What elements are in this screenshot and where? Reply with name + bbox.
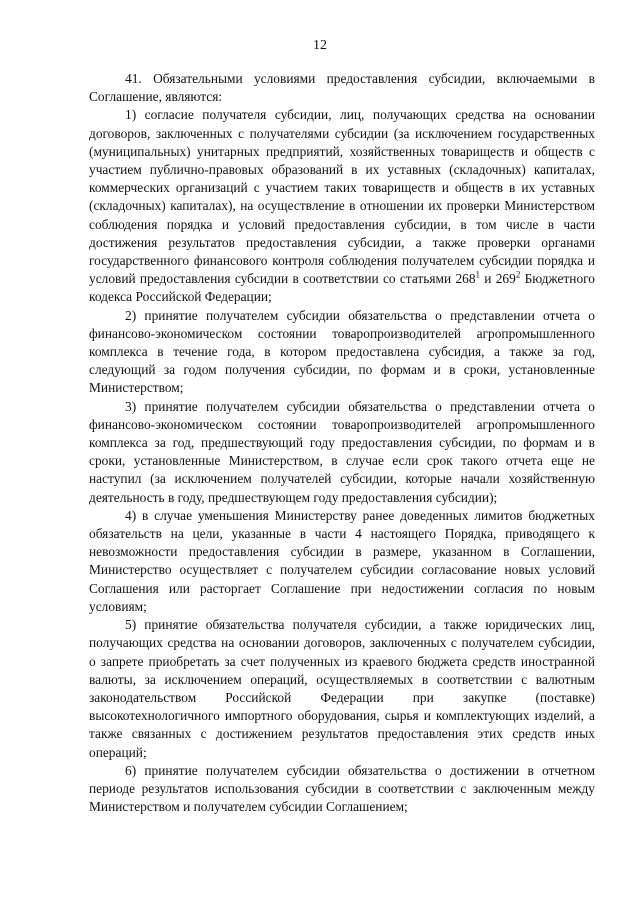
paragraph-item-6: 6) принятие получателем субсидии обязательства о достижении в отчетном периоде результатов использования субсидии в соответствии с заключенным между Министерством и получателем субсидии Соглашением; (89, 762, 595, 815)
document-body (89, 70, 595, 816)
superscript-1: 1 (475, 269, 481, 280)
paragraph-item-2: 2) принятие получателем субсидии обязательства о представлении отчета о финансово-экономическом состоянии товаропроизводителей агропромышленного комплекса в течение года, в котором предоставлена субсидия, а также за год, следующий за годом получения субсидии, по формам и в сроки, установленные Министерством; (89, 307, 595, 396)
paragraph-item-1-mid: и 269 (480, 271, 516, 287)
paragraph-41-intro: 41. Обязательными условиями предоставления субсидии, включаемыми в Соглашение, являются: (89, 71, 595, 105)
superscript-2: 2 (515, 269, 521, 280)
paragraph-item-1-text: 1) согласие получателя субсидии, лиц, получающих средства на основании договоров, заключенных с получателями субсидии (за исключением государственных (муниципальных) унитарных предприятий, хозяйственных товариществ и обществ с участием публично-правовых образований в их уставных (складочных) капиталах, коммерческих организаций с участием таких товариществ и обществ в их уставных (складочных) капиталах), на осуществление в отношении их проверки Министерством соблюдения порядка и условий предоставления субсидии, в том числе в части достижения результатов предоставления субсидии, а также проверки органами государственного финансового контроля соблюдения получателем субсидии порядка и условий предоставления субсидии в соответствии со статьями 268 (89, 107, 595, 287)
paragraph-item-1 (89, 106, 595, 306)
paragraph-item-4: 4) в случае уменьшения Министерству ранее доведенных лимитов бюджетных обязательств на цели, указанные в части 4 настоящего Порядка, приводящего к невозможности предоставления субсидии в размере, указанном в Соглашении, Министерство осуществляет с получателем субсидии согласование новых условий Соглашения или расторгает Соглашение при недостижении согласия по новым условиям; (89, 507, 595, 614)
page-number: 12 (313, 38, 327, 53)
paragraph-item-1-tail: Бюджетного кодекса Российской Федерации; (89, 271, 595, 305)
paragraph-item-3: 3) принятие получателем субсидии обязательства о представлении отчета о финансово-экономическом состоянии товаропроизводителей агропромышленного комплекса за год, предшествующий году предоставления субсидии, по формам и в сроки, установленные Министерством, в случае если срок такого отчета еще не наступил (за исключением получателей субсидии, которые начали хозяйственную деятельность в году, предшествующем году предоставления субсидии); (89, 398, 595, 505)
paragraph-item-5: 5) принятие обязательства получателя субсидии, а также юридических лиц, получающих средства на основании договоров, заключенных с получателем субсидии, о запрете приобретать за счет полученных из краевого бюджета средств иностранной валюты, за исключением операций, осуществляемых в соответствии с валютным законодательством Российской Федерации при закупке (поставке) высокотехнологичного импортного оборудования, сырья и комплектующих изделий, а также связанных с достижением результатов предоставления этих средств иных операций; (89, 617, 595, 760)
